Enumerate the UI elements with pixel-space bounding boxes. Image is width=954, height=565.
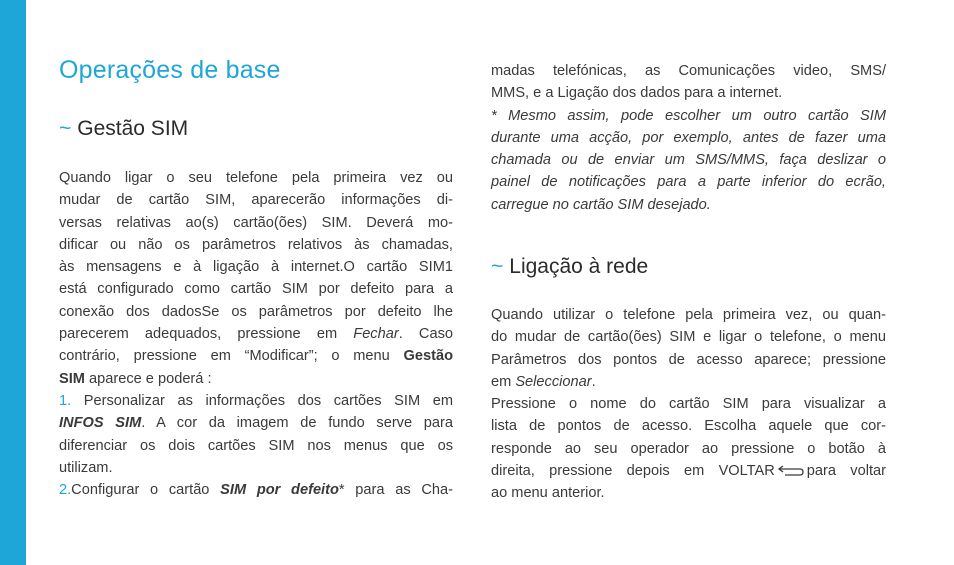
text-fragment: . Caso: [398, 326, 453, 343]
text-line: mudar de cartão SIM, aparecerão informações di-: [59, 192, 453, 209]
text-line: Quando utilizar o telefone pela primeira vez, ou quan-: [491, 307, 886, 323]
gestao-term: Gestão: [403, 348, 453, 365]
text-line: [491, 371, 886, 393]
text-fragment: contrário, pressione em “Modificar”; o menu: [59, 348, 404, 365]
text-line: [59, 412, 453, 434]
return-arrow-icon: [777, 464, 805, 476]
text-line: [59, 345, 453, 367]
text-fragment: aparece e poderá :: [84, 370, 212, 387]
text-line: versas relativas ao(s) cartão(ões) SIM. Deverá mo-: [59, 214, 453, 231]
note-line: * Mesmo assim, pode escolher um outro cartão SIM: [491, 107, 886, 124]
infos-sim-term: INFOS SIM: [59, 415, 142, 432]
text-line: [491, 460, 886, 482]
text-line: dificar ou não os parâmetros relativos às chamadas,: [59, 236, 453, 253]
text-fragment: * para as Cha-: [338, 482, 453, 499]
text-line: ao menu anterior.: [491, 485, 605, 502]
text-fragment: parecerem adequados, pressione em: [59, 326, 354, 343]
text-line: Parâmetros dos pontos de acesso aparece; pressione: [491, 351, 886, 368]
text-fragment: . A cor da imagem de fundo serve para: [141, 415, 453, 432]
step-number: 1.: [59, 392, 72, 409]
sim-term: SIM: [59, 370, 85, 387]
text-line: Quando ligar o seu telefone pela primeira vez ou: [59, 170, 453, 186]
text-line: está configurado como cartão SIM por defeito para a: [59, 281, 453, 298]
text-line: utilizam.: [59, 459, 113, 476]
section-heading-ligacao-rede: [491, 255, 648, 279]
note-line: painel de notificações para a parte inferior do ecrão,: [491, 174, 886, 191]
text-line: lista de pontos de acesso. Escolha aquele que cor-: [491, 418, 886, 435]
step-2-line: [59, 479, 453, 501]
text-line: [59, 368, 453, 390]
note-line: carregue no cartão SIM desejado.: [491, 196, 711, 213]
step-number: 2.: [59, 482, 72, 499]
text-fragment: Configurar o cartão: [71, 482, 221, 499]
page-title: Operações de base: [59, 56, 281, 84]
fechar-term: Fechar: [353, 326, 399, 343]
text-fragment: direita, pressione depois em VOLTAR: [491, 463, 775, 480]
text-line: às mensagens e à ligação à internet.O cartão SIM1: [59, 259, 453, 276]
text-fragment: em: [491, 373, 516, 390]
text-line: Pressione o nome do cartão SIM para visualizar a: [491, 396, 886, 413]
text-line: responde ao seu operador ao pressione o botão à: [491, 440, 886, 457]
sim-por-defeito-term: SIM por defeito: [220, 482, 339, 499]
text-fragment: para voltar: [806, 463, 886, 480]
ligacao-rede-paragraph: [491, 304, 886, 505]
note-line: durante uma acção, por exemplo, antes de fazer uma: [491, 129, 886, 146]
section-heading-gestao-sim: [59, 117, 188, 141]
gestao-sim-paragraph: [59, 167, 453, 501]
note-line: chamada ou de enviar um SMS/MMS, faça deslizar o: [491, 152, 886, 169]
text-line: diferenciar os dois cartões SIM nos menus que os: [59, 437, 453, 454]
heading-text: Ligação à rede: [509, 255, 649, 278]
text-fragment: .: [591, 373, 596, 390]
text-line: madas telefónicas, as Comunicações video, SMS/: [491, 63, 886, 79]
text-line: do mudar de cartão(ões) SIM e ligar o telefone, o menu: [491, 329, 886, 346]
accent-side-bar: [0, 0, 26, 565]
tilde-marker: ~: [491, 255, 504, 278]
text-line: MMS, e a Ligação dos dados para a internet.: [491, 85, 783, 102]
text-fragment: Personalizar as informações dos cartões SIM em: [71, 392, 453, 409]
tilde-marker: ~: [59, 117, 72, 140]
heading-text: Gestão SIM: [77, 117, 189, 140]
step-1-line: [59, 390, 453, 412]
continued-paragraph: [491, 60, 886, 216]
text-line: [59, 323, 453, 345]
text-line: conexão dos dadosSe os parâmetros por defeito lhe: [59, 303, 453, 320]
seleccionar-term: Seleccionar: [515, 373, 592, 390]
